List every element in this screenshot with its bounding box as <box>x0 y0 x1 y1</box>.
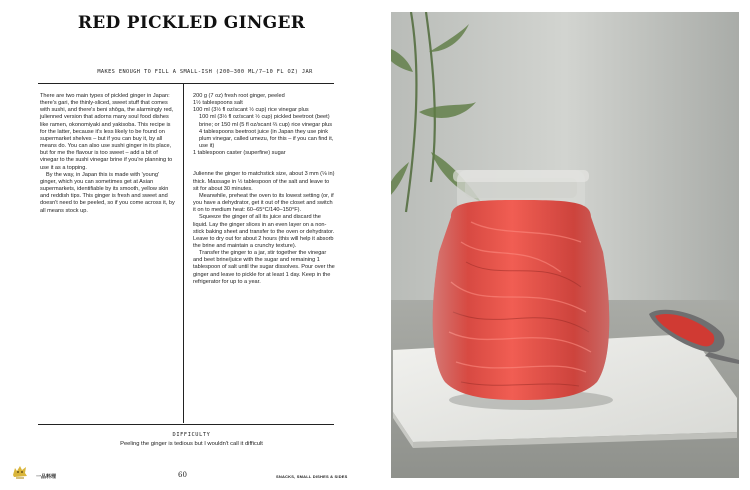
recipe-title: RED PICKLED GINGER <box>77 13 306 33</box>
ingredient-item: 200 g (7 oz) fresh root ginger, peeled <box>193 93 285 99</box>
column-divider <box>183 83 184 423</box>
difficulty-text: Peeling the ginger is tedious but I wouldn't call it difficult <box>120 441 263 447</box>
bottom-rule <box>38 424 334 425</box>
right-page <box>383 0 750 490</box>
ingredient-item: 100 ml (3½ fl oz/scant ½ cup) pickled beetroot (beet) brine; or 150 ml (5 fl oz/scant ⅔ cup) rice vinegar plus 4 tablespoons beetroot juice (in Japan they use pink plum vinegar, called umezu, for this – if you can find it, use it) <box>199 114 334 150</box>
cat-logo-icon <box>11 462 29 480</box>
method-step: Transfer the ginger to a jar, stir together the vinegar and beet brine/juice with the sugar and remaining 1 tablespoon of salt until the sugar dissolves. Pour over the ginger and leave to pickle for at least 1 day. Keep in the refrigerator for up to a year. <box>193 250 335 285</box>
recipe-column <box>193 93 335 286</box>
ingredient-item: 100 ml (3½ fl oz/scant ½ cup) rice vinegar plus <box>193 107 309 114</box>
chapter-label: 一品料理 <box>36 474 57 480</box>
method-step: Squeeze the ginger of all its juice and discard the liquid. Lay the ginger slices in an even layer on a non-stick baking sheet and transfer to the oven or dehydrator. Leave to dry out for about 2 hours (this will help it absorb the brine and maintain a crunchy texture). <box>193 214 335 249</box>
page-number: 60 <box>178 471 187 479</box>
method-step: Meanwhile, preheat the oven to its lowest setting (or, if you have a dehydrator, get it out of the closet and switch it on to medium heat: 60–65°C/140–150°F). <box>193 192 334 214</box>
top-rule <box>38 83 334 84</box>
intro-column <box>40 93 176 215</box>
difficulty-label: DIFFICULTY <box>172 432 211 438</box>
ingredient-item: 1½ tablespoons salt <box>193 100 243 107</box>
ingredient-item: 1 tablespoon caster (superfine) sugar <box>193 150 286 157</box>
intro-paragraph-2: By the way, in Japan this is made with 'young' ginger, which you can sometimes get at Asian supermarkets, identifiable by its smooth, yellow skin and reddish tips. This ginger is fresh and sweet and doesn't need to be peeled, so if you come across it, by all means stock up. <box>40 171 175 214</box>
method-step: Julienne the ginger to matchstick size, about 3 mm (⅛ in) thick. Massage in ½ tablespoon of the salt and leave to sit for about 30 minutes. <box>193 171 335 192</box>
intro-paragraph-1: There are two main types of pickled ginger in Japan: there's gari, the thinly-sliced, sweet stuff that comes with sushi, and there's beni shōga, the alarmingly red, julienned version that adorns many soul food dishes like ramen, okonomiyaki and yakisoba. This recipe is for the latter, because it's less likely to be found on supermarket shelves – but if you can buy it, by all means do. You can also use sushi ginger in its place, but for me the flavour is too sweet – add a bit of vinegar to the sushi vinegar brine if you're planning to use it as a topping. <box>40 93 174 171</box>
recipe-yield: MAKES ENOUGH TO FILL A SMALL-ISH (200–300 ML/7–10 FL OZ) JAR <box>97 69 313 75</box>
section-label: SNACKS, SMALL DISHES & SIDES <box>276 474 348 479</box>
pickled-ginger-photo <box>391 12 739 478</box>
